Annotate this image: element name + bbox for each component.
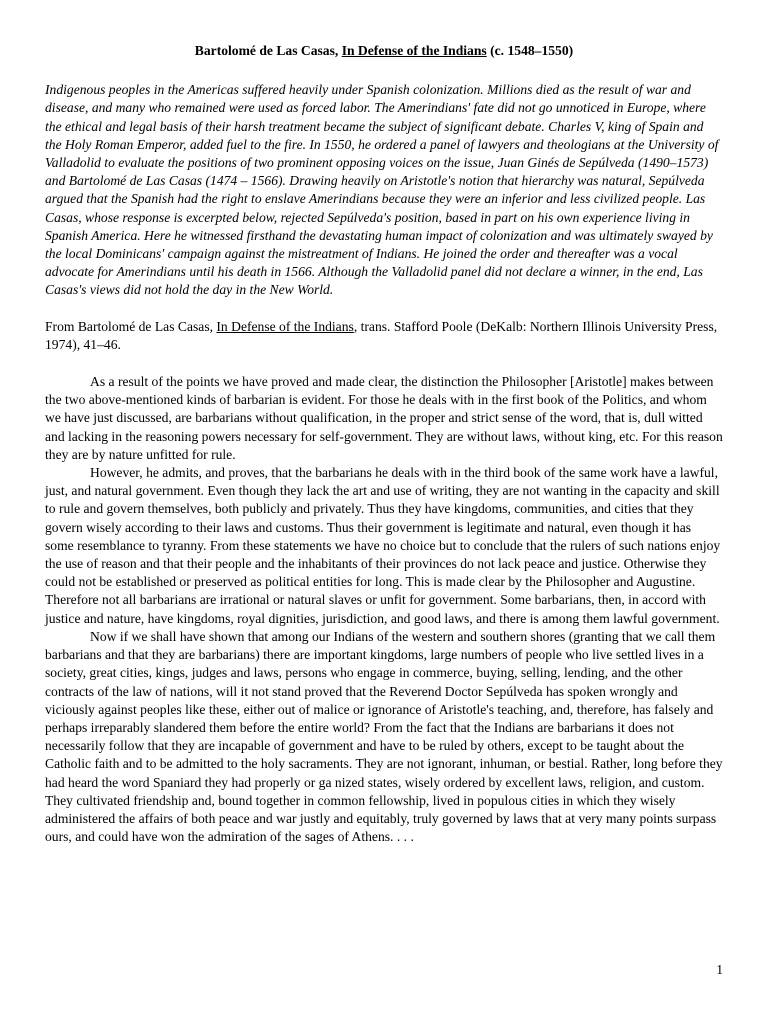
citation-prefix: From Bartolomé de Las Casas, [45,318,217,334]
body-paragraph-2: However, he admits, and proves, that the barbarians he deals with in the third book of the same work have a lawful, just, and natural government. Even though they lack the art and use of writing, they are not wanting in the capacity and skill to rule and govern themselves, both publicly and privately. Thus they have kingdoms, communities, and cities that they govern wisely according to their laws and customs. Thus their government is legitimate and natural, even though it has some resemblance to tyranny. From these statements we have no choice but to conclude that the rulers of such nations enjoy the use of reason and that their people and the inhabitants of their provinces do not lack peace and justice. Otherwise they could not be established or preserved as political entities for long. This is made clear by the Philosopher and Augustine. Therefore not all barbarians are irrational or natural slaves or unfit for government. Some barbarians, then, in accord with justice and nature, have kingdoms, royal dignities, jurisdiction, and good laws, and there is among them lawful government. [45,465,721,626]
title-date: (c. 1548–1550) [486,43,574,58]
source-citation [45,318,723,354]
citation-suffix: , trans. Stafford Poole (DeKalb: Northern Illinois University Press, 1974), 41–46. [45,318,718,352]
intro-paragraph: Indigenous peoples in the Americas suffered heavily under Spanish colonization. Millions died as the result of war and disease, and many who remained were used as forced labor. The Amerindians' fate did not go unnoticed in Europe, where the ethical and legal basis of their harsh treatment became the subject of significant debate. Charles V, king of Spain and the Holy Roman Emperor, added fuel to the fire. In 1550, he ordered a panel of lawyers and theologians at the University of Valladolid to evaluate the positions of two prominent opposing voices on the issue, Juan Ginés de Sepúlveda (1490–1573) and Bartolomé de Las Casas (1474 – 1566). Drawing heavily on Aristotle's notion that hierarchy was natural, Sepúlveda argued that the Spanish had the right to enslave Amerindians because they were an inferior and less civilized people. Las Casas, whose response is excerpted below, rejected Sepúlveda's position, based in part on his own experience living in Spanish America. Here he witnessed firsthand the devastating human impact of colonization and was ultimately swayed by the local Dominicans' campaign against the mistreatment of Indians. He joined the order and thereafter was a vocal advocate for Amerindians until his death in 1566. Although the Valladolid panel did not declare a winner, in the end, Las Casas's views did not hold the day in the New World. [45,82,719,298]
document-title [45,42,723,60]
title-work: In Defense of the Indians [341,43,487,58]
page-number: 1 [716,962,723,977]
body-paragraph-3: Now if we shall have shown that among our Indians of the western and southern shores (granting that we call them barbarians and that they are barbarians) there are important kingdoms, large numbers of people who live settled lives in a society, great cities, kings, judges and laws, persons who engage in commerce, buying, selling, lending, and the other contracts of the law of nations, will it not stand proved that the Reverend Doctor Sepúlveda has spoken wrongly and viciously against peoples like these, either out of malice or ignorance of Aristotle's teaching, and, therefore, has falsely and perhaps irreparably slandered them before the entire world? From the fact that the Indians are barbarians it does not necessarily follow that they are incapable of government and have to be ruled by others, except to be taught about the Catholic faith and to be admitted to the holy sacraments. They are not ignorant, inhuman, or bestial. Rather, long before they had heard the word Spaniard they had properly or ga nized states, wisely ordered by excellent laws, religion, and custom. They cultivated friendship and, bound together in common fellowship, lived in populous cities in which they wisely administered the affairs of both peace and war justly and equitably, truly governed by laws that at very many points surpass ours, and could have won the admiration of the sages of Athens. . . . [45,628,723,845]
title-author: Bartolomé de Las Casas, [194,43,342,58]
body-paragraph-1: As a result of the points we have proved and made clear, the distinction the Philosopher [Aristotle] makes between the two above-mentioned kinds of barbarian is evident. For those he deals with in the first book of the Politics, and whom we have just discussed, are barbarians without qualification, in the proper and strict sense of the word, that is, dull witted and lacking in the reasoning powers necessary for self-government. They are without laws, without king, etc. For this reason they are by nature unfitted for rule. [45,374,723,462]
citation-work: In Defense of the Indians [216,318,354,334]
document-page [45,42,723,846]
